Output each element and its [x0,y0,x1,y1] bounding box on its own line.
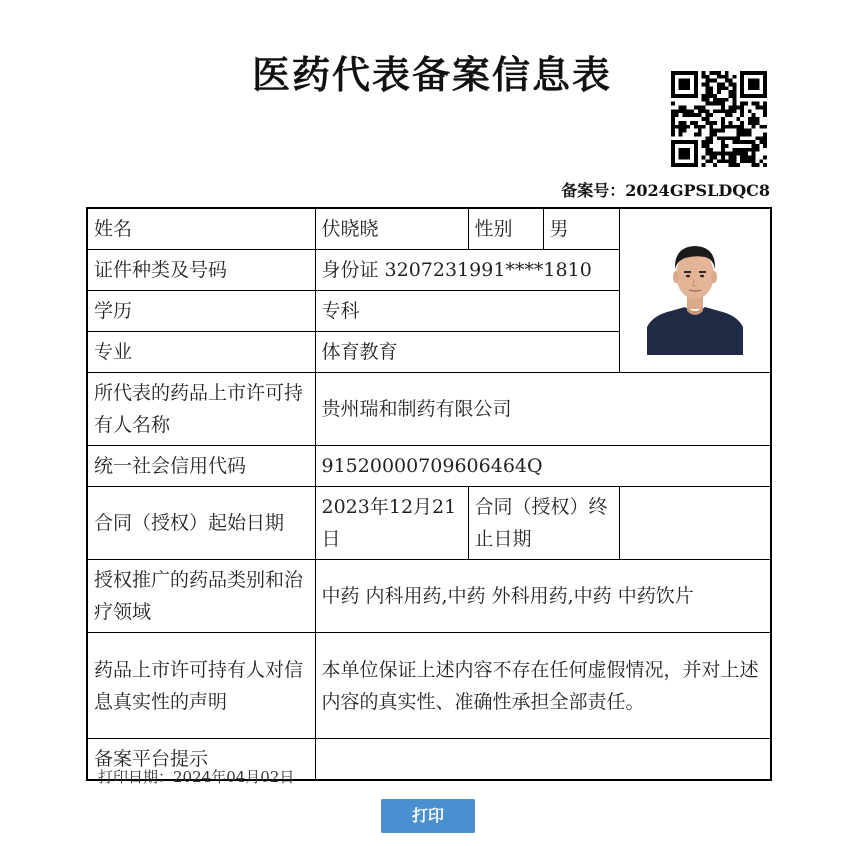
education-label: 学历 [87,291,315,332]
gender-label: 性别 [468,208,543,250]
major-value: 体育教育 [315,332,619,373]
declaration-value: 本单位保证上述内容不存在任何虚假情况，并对上述内容的真实性、准确性承担全部责任。 [315,633,771,739]
holder-label: 所代表的药品上市许可持有人名称 [87,373,315,446]
scope-label: 授权推广的药品类别和治疗领域 [87,560,315,633]
name-label: 姓名 [87,208,315,250]
print-date-value: 2024年04月02日 [173,768,295,786]
platform-label: 备案平台提示 [87,739,315,781]
gender-value: 男 [543,208,619,250]
qr-code-icon [671,71,767,167]
table-row [87,208,771,250]
major-label: 专业 [87,332,315,373]
end-date-label: 合同（授权）终止日期 [468,487,619,560]
table-row [87,560,771,633]
record-number-label: 备案号： [561,181,626,200]
scope-value: 中药 内科用药,中药 外科用药,中药 中药饮片 [315,560,771,633]
person-photo [647,227,743,355]
print-button[interactable]: 打印 [381,799,475,833]
table-row [87,373,771,446]
name-value: 伏晓晓 [315,208,468,250]
start-date-label: 合同（授权）起始日期 [87,487,315,560]
table-row [87,446,771,487]
id-value: 身份证 3207231991****1810 [315,250,619,291]
declaration-label: 药品上市许可持有人对信息真实性的声明 [87,633,315,739]
record-number-value: 2024GPSLDQC8 [625,181,770,200]
record-number [561,178,770,201]
education-value: 专科 [315,291,619,332]
holder-value: 贵州瑞和制药有限公司 [315,373,771,446]
print-date [98,766,294,787]
start-date-value: 2023年12月21日 [315,487,468,560]
platform-value [315,739,771,781]
table-row [87,633,771,739]
table-row [87,487,771,560]
page-title: 医药代表备案信息表 [251,52,612,97]
credit-value: 91520000709606464Q [315,446,771,487]
credit-label: 统一社会信用代码 [87,446,315,487]
info-table [86,207,772,781]
photo-cell [619,208,771,373]
id-label: 证件种类及号码 [87,250,315,291]
end-date-value [619,487,771,560]
print-date-label: 打印日期： [98,768,174,786]
